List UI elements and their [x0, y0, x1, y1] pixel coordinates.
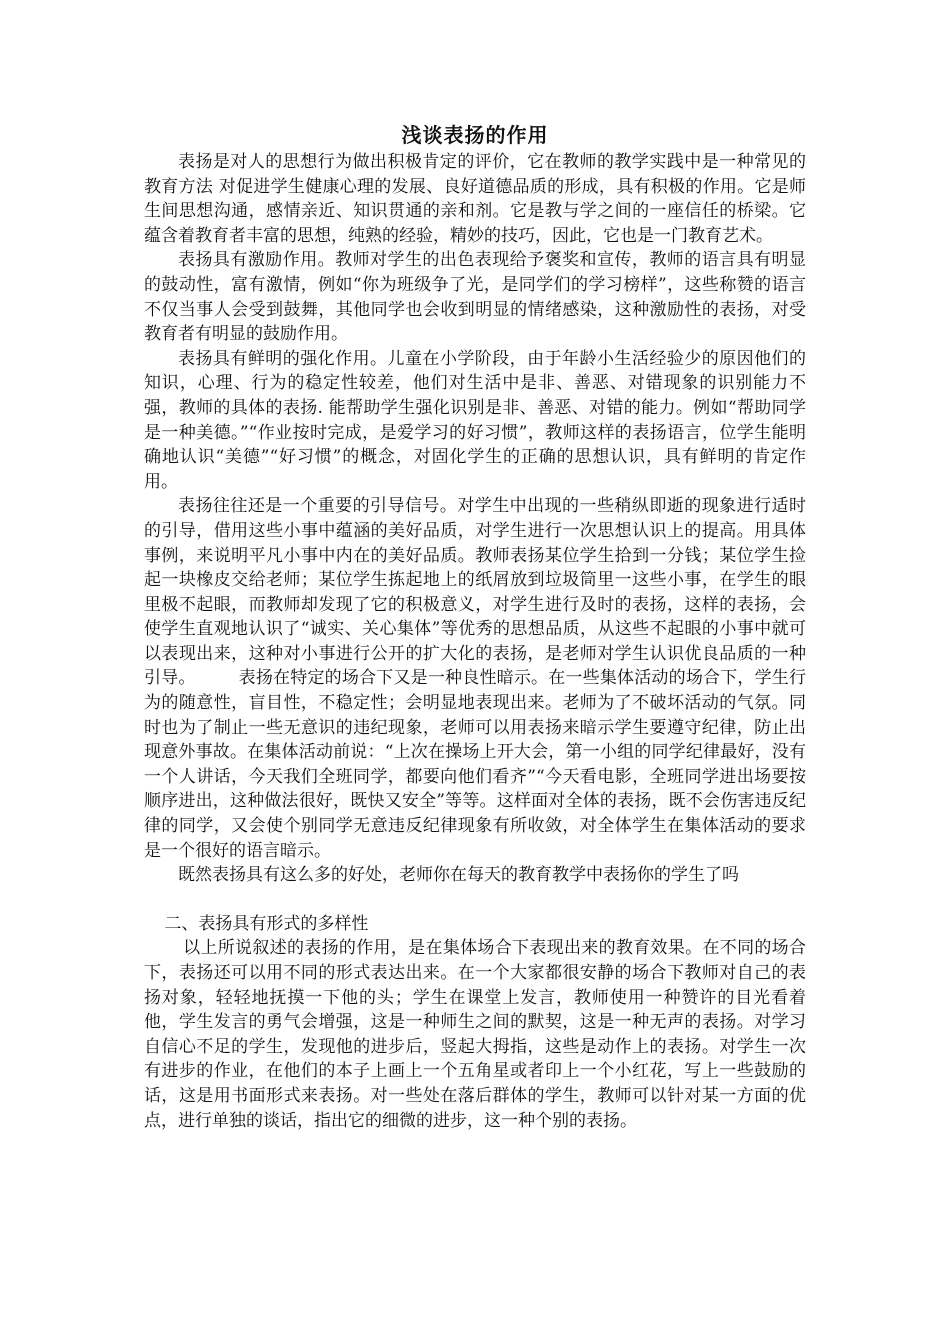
paragraph-guidance: 表扬往往还是一个重要的引导信号。对学生中出现的一些稍纵即逝的现象进行适时的引导，借用这些小事中蕴涵的美好品质，对学生进行一次思想认识上的提高。用具体事例，来说明平凡小事中内在的美好品质。教师表扬某位学生拾到一分钱；某位学生捡起一块橡皮交给老师；某位学生拣起地上的纸屑放到垃圾筒里一这些小事，在学生的眼里极不起眼，而教师却发现了它的积极意义，对学生进行及时的表扬，这样的表扬，会使学生直观地认识了“诚实、关心集体”等优秀的思想品质，从这些不起眼的小事中就可以表现出来，这种对小事进行公开的扩大化的表扬，是老师对学生认识优良品质的一种引导。 表扬在特定的场合下又是一种良性暗示。在一些集体活动的场合下，学生行为的随意性，盲目性，不稳定性；会明显地表现出来。老师为了不破坏活动的气氛。同时也为了制止一些无意识的违纪现象，老师可以用表扬来暗示学生要遵守纪律，防止出现意外事故。在集体活动前说：“上次在操场上开大会，第一小组的同学纪律最好，没有一个人讲话，今天我们全班同学，都要向他们看齐”“今天看电影，全班同学进出场要按顺序进出，这种做法很好，既快又安全”等等。这样面对全体的表扬，既不会伤害违反纪律的同学，又会使个别同学无意违反纪律现象有所收敛，对全体学生在集体活动的要求是一个很好的语言暗示。 — [144, 496, 806, 861]
section-heading: 二、表扬具有形式的多样性 — [164, 913, 369, 934]
paragraph-reinforcement: 表扬具有鲜明的强化作用。儿童在小学阶段，由于年龄小生活经验少的原因他们的知识，心理、行为的稳定性较差，他们对生活中是非、善恶、对错现象的识别能力不强，教师的具体的表扬. 能帮助学生强化识别是非、善恶、对错的能力。例如“帮助同学是一种美德。”“作业按时完成，是爱学习的好习惯”，教师这样的表扬语言，位学生能明确地认识“美德”“好习惯”的概念，对固化学生的正确的思想认识，具有鲜明的肯定作用。 — [144, 348, 806, 492]
document-title: 浅谈表扬的作用 — [401, 123, 549, 147]
document-body — [144, 120, 806, 1133]
paragraph-forms: 以上所说叙述的表扬的作用，是在集体场合下表现出来的教育效果。在不同的场合下，表扬还可以用不同的形式表达出来。在一个大家都很安静的场合下教师对自己的表扬对象，轻轻地抚摸一下他的头；学生在课堂上发言，教师使用一种赞许的目光看着他，学生发言的勇气会增强，这是一种师生之间的默契，这是一种无声的表扬。对学习自信心不足的学生，发现他的进步后，竖起大拇指，这些是动作上的表扬。对学生一次有进步的作业，在他们的本子上画上一个五角星或者印上一个小红花，写上一些鼓励的话，这是用书面形式来表扬。对一些处在落后群体的学生，教师可以针对某一方面的优点，进行单独的谈话，指出它的细微的进步，这一种个别的表扬。 — [144, 938, 806, 1131]
paragraph-motivation: 表扬具有激励作用。教师对学生的出色表现给予褒奖和宣传，教师的语言具有明显的鼓动性，富有激情，例如“你为班级争了光，是同学们的学习榜样”，这些称赞的语言不仅当事人会受到鼓舞，其他同学也会收到明显的情绪感染，这种激励性的表扬，对受教育者有明显的鼓励作用。 — [144, 250, 806, 345]
paragraph-intro: 表扬是对人的思想行为做出积极肯定的评价，它在教师的教学实践中是一种常见的教育方法 对促进学生健康心理的发展、良好道德品质的形成，具有积极的作用。它是师生间思想沟通，感情亲近、知识贯通的亲和剂。它是教与学之间的一座信任的桥梁。它蕴含着教育者丰富的思想，纯熟的经验，精妙的技巧，因此，它也是一门教育艺术。 — [144, 152, 806, 246]
paragraph-conclusion: 既然表扬具有这么多的好处，老师你在每天的教育教学中表扬你的学生了吗 — [178, 865, 739, 886]
section-spacer — [144, 888, 806, 912]
